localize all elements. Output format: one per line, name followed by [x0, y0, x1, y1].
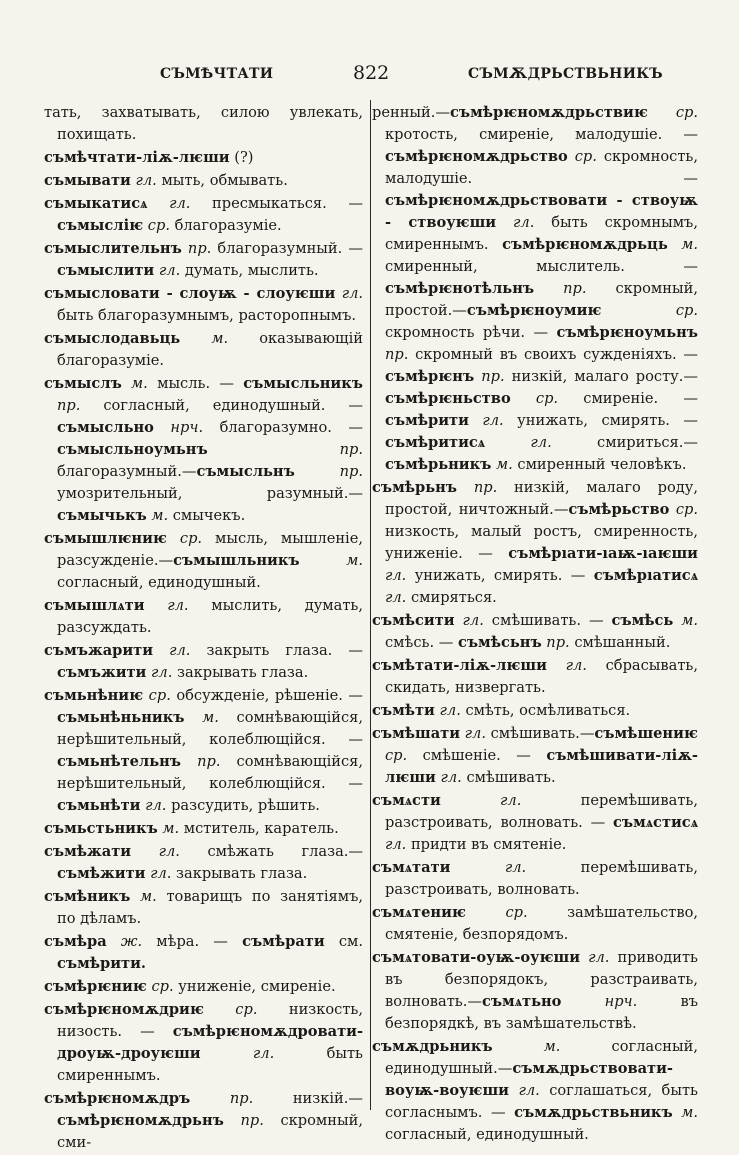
grammar-label: гл.	[546, 657, 587, 674]
dictionary-entry	[372, 947, 698, 1035]
page-number: 822	[353, 62, 390, 84]
grammar-label: гл.	[450, 859, 527, 876]
headword: съмѣрѥномѫдрьствовати - ствоуѭ - ствоуѥши	[385, 192, 698, 231]
dictionary-entry	[44, 976, 363, 998]
definition-text: перемѣшивать, разстроивать, волновать. —	[385, 792, 698, 831]
definition-text: умозрительный, разумный.—	[57, 485, 363, 502]
headword: съмѣникъ	[44, 888, 131, 905]
grammar-label: пр.	[190, 1090, 254, 1107]
grammar-label: м.	[299, 552, 363, 569]
dictionary-entry	[372, 902, 698, 946]
grammar-label: пр.	[474, 368, 505, 385]
grammar-label: пр.	[207, 441, 363, 458]
definition-text: приводить въ безпорядокъ, разстраивать, волновать.—	[385, 949, 698, 1010]
headword: съмѧтениѥ	[372, 904, 466, 921]
definition-text: униженіе, смиреніе.	[173, 978, 336, 995]
headword: съмыслити	[57, 262, 155, 279]
grammar-label: гл.	[145, 865, 172, 882]
headword: съмѣрьство	[568, 501, 670, 518]
grammar-label: ср.	[146, 978, 174, 995]
headword: съмѣтати-ліѫ-лѥши	[372, 657, 547, 674]
right-running-head: СЪМѪДРЬСТВЬНИКЪ	[468, 66, 663, 82]
grammar-label: ср.	[601, 302, 698, 319]
dictionary-entry	[372, 655, 698, 699]
definition-text: кротость, смиреніе, малодушіе. —	[385, 126, 698, 143]
grammar-label: м.	[184, 709, 219, 726]
definition-text: (?)	[229, 149, 254, 166]
dictionary-entry	[44, 328, 363, 372]
definition-text: сомнѣвающійся, нерѣшительный, колеблющійся. —	[57, 709, 363, 748]
headword: съмѣшениѥ	[594, 725, 698, 742]
headword: съмѣжити	[57, 865, 146, 882]
definition-text: закрыть глаза. —	[190, 642, 363, 659]
column-divider	[370, 100, 371, 1110]
definition-text: скромность, малодушіе. —	[385, 148, 698, 187]
headword: съмышлѧти	[44, 597, 145, 614]
headword: съмьнѣти	[57, 797, 141, 814]
headword: съмѣжати	[44, 843, 132, 860]
definition-text: быть смиреннымъ.	[57, 1045, 363, 1084]
grammar-label: ср.	[510, 390, 559, 407]
dictionary-entry	[372, 700, 698, 722]
grammar-label: пр.	[294, 463, 363, 480]
headword: съмѣти	[372, 702, 435, 719]
headword: съмысльнъ	[196, 463, 295, 480]
headword: съмѣрıатисѧ	[593, 567, 698, 584]
definition-text: унижать, смирять. —	[503, 412, 698, 429]
headword: съмысльноумьнъ	[57, 441, 208, 458]
definition-text: скромный въ своихъ сужденіяхъ. —	[408, 346, 698, 363]
grammar-label: гл.	[200, 1045, 275, 1062]
definition-text: скромный, простой.—	[385, 280, 698, 319]
definition-text: мститель, каратель.	[179, 820, 339, 837]
definition-text: смѣшеніе. —	[407, 747, 547, 764]
definition-text: низкость, малый ростъ, смиренность, униженіе. —	[385, 523, 698, 562]
definition-text: закрывать глаза.	[172, 664, 309, 681]
definition-text: замѣшательство, смятеніе, безпорядомъ.	[385, 904, 698, 943]
dictionary-entry	[44, 283, 363, 327]
grammar-label: гл.	[130, 172, 157, 189]
grammar-label: гл.	[146, 664, 173, 681]
grammar-label: ср.	[647, 104, 698, 121]
definition-text: унижать, смирять. —	[406, 567, 594, 584]
grammar-label: гл.	[131, 843, 180, 860]
headword: съмъжарити	[44, 642, 154, 659]
dictionary-entry	[372, 102, 698, 476]
grammar-label: гл.	[454, 612, 484, 629]
definition-text: разсудить, рѣшить.	[166, 797, 320, 814]
dictionary-entry	[44, 170, 363, 192]
grammar-label: гл.	[385, 836, 407, 853]
dictionary-entry	[44, 238, 363, 282]
grammar-label: гл.	[509, 1082, 540, 1099]
dictionary-entry	[372, 857, 698, 901]
headword: съмысльно	[57, 419, 154, 436]
definition-text: ренный.—	[372, 104, 451, 121]
headword: съмысловати - слоуѭ - слоуѥши	[44, 285, 336, 302]
definition-text: товарищъ по занятіямъ, по дѣламъ.	[57, 888, 363, 927]
headword: съмѣрıати-ıаѭ-ıаѥши	[508, 545, 698, 562]
grammar-label: гл.	[580, 949, 610, 966]
dictionary-entry	[44, 841, 363, 885]
headword: съмьстьникъ	[44, 820, 158, 837]
grammar-label: гл.	[153, 642, 191, 659]
headword: съмѣсь	[611, 612, 674, 629]
definition-text: смиренный человѣкъ.	[512, 456, 687, 473]
definition-text: смѣшивать.—	[485, 725, 595, 742]
dictionary-entry	[44, 999, 363, 1087]
headword: съмѧтати	[372, 859, 451, 876]
definition-text: придти въ смятеніе.	[406, 836, 567, 853]
definition-text: смириться.—	[551, 434, 698, 451]
headword: съмѣшати	[372, 725, 461, 742]
left-column	[44, 102, 363, 1155]
grammar-label: гл.	[440, 792, 522, 809]
grammar-label: гл.	[434, 702, 461, 719]
headword: съмѣрити	[385, 412, 469, 429]
definition-text: въ безпорядкѣ, въ замѣшательствѣ.	[385, 993, 698, 1032]
headword: съмѫдрьникъ	[372, 1038, 493, 1055]
headword: съмыслительнъ	[44, 240, 182, 257]
definition-text: мыть, обмывать.	[156, 172, 288, 189]
grammar-label: пр.	[223, 1112, 264, 1129]
dictionary-entry	[44, 886, 363, 930]
headword: съмѣрѥниѥ	[44, 978, 147, 995]
definition-text: думать, мыслить.	[180, 262, 319, 279]
definition-text: смѣжать глаза.—	[179, 843, 363, 860]
grammar-label: ср.	[143, 217, 170, 234]
definition-text: оказывающій благоразуміе.	[57, 330, 363, 369]
definition-text: согласный, единодушный.	[57, 574, 261, 591]
definition-text: мысль, мышленіе, разсужденіе.—	[57, 530, 364, 569]
headword: съмѣритисѧ	[385, 434, 486, 451]
grammar-label: м.	[121, 375, 148, 392]
dictionary-entry	[44, 373, 363, 527]
dictionary-entry	[372, 723, 698, 789]
grammar-label: гл.	[385, 567, 407, 584]
grammar-label: пр.	[385, 346, 409, 363]
headword: съмѫдрьствьникъ	[514, 1104, 673, 1121]
headword: съмьнѣньникъ	[57, 709, 185, 726]
definition-text: низкій, малаго росту.—	[504, 368, 698, 385]
grammar-label: нрч.	[153, 419, 204, 436]
definition-text: обсужденіе, рѣшеніе. —	[170, 687, 364, 704]
definition-text: согласный, единодушный. —	[80, 397, 363, 414]
grammar-label: пр.	[534, 280, 587, 297]
headword: съмышлѥниѥ	[44, 530, 167, 547]
definition-text: мысль. —	[147, 375, 244, 392]
headword: съмьнѣтельнъ	[57, 753, 182, 770]
grammar-label: гл.	[154, 262, 181, 279]
grammar-label: ср.	[567, 148, 597, 165]
grammar-label: гл.	[485, 434, 552, 451]
grammar-label: гл.	[147, 195, 191, 212]
definition-text: смиренный, мыслитель. —	[385, 258, 698, 275]
grammar-label: ср.	[143, 687, 171, 704]
dictionary-entry	[44, 193, 363, 237]
headword: съмысліѥ	[57, 217, 144, 234]
grammar-label: гл.	[468, 412, 504, 429]
dictionary-entry	[44, 147, 363, 169]
grammar-label: пр.	[181, 753, 221, 770]
definition-text: перемѣшивать, разстроивать, волновать.	[385, 859, 698, 898]
page-header	[0, 62, 739, 90]
definition-text: скромность рѣчи. —	[385, 324, 557, 341]
headword: съмывати	[44, 172, 131, 189]
headword: съмѣсьнъ	[457, 634, 542, 651]
grammar-label: м.	[492, 1038, 561, 1055]
headword: съмыслъ	[44, 375, 122, 392]
headword: съмыслодавьць	[44, 330, 181, 347]
headword: съмѧтьно	[481, 993, 562, 1010]
dictionary-entry	[44, 595, 363, 639]
dictionary-entry	[44, 685, 363, 817]
grammar-label: пр.	[57, 397, 81, 414]
headword: съмѧтовати-оуѭ-оуѥши	[372, 949, 581, 966]
headword: съмъжити	[57, 664, 147, 681]
definition-text: смѣшивать.	[461, 769, 556, 786]
grammar-label: пр.	[181, 240, 212, 257]
grammar-label: м.	[491, 456, 513, 473]
definition-text: согласный, единодушный.	[385, 1126, 589, 1143]
definition-text: благоразумно. —	[203, 419, 364, 436]
dictionary-entry	[44, 528, 363, 594]
headword: съмѣшивати-ліѫ-лѥши	[385, 747, 698, 786]
headword: съмѣчтати-ліѫ-лѥши	[44, 149, 230, 166]
headword: съмѣрѥнотѣльнъ	[385, 280, 535, 297]
definition-text: мѣра. —	[142, 933, 243, 950]
definition-text: низкость, низость. —	[57, 1001, 363, 1040]
grammar-label: ср.	[385, 747, 408, 764]
headword: съмычькъ	[57, 507, 147, 524]
grammar-label: гл.	[140, 797, 167, 814]
grammar-label: ср.	[203, 1001, 258, 1018]
headword: съмыкатисѧ	[44, 195, 148, 212]
definition-text: сомнѣвающійся, нерѣшительный, колеблющійся. —	[57, 753, 363, 792]
headword: съмьнѣниѥ	[44, 687, 144, 704]
headword: съмѣрѥномѫдрьць	[502, 236, 668, 253]
grammar-label: м.	[157, 820, 180, 837]
grammar-label: гл.	[144, 597, 189, 614]
headword: съмѣрьнъ	[372, 479, 458, 496]
dictionary-entry	[44, 1088, 363, 1154]
dictionary-entry	[372, 1036, 698, 1146]
definition-text: быть благоразумнымъ, расторопнымъ.	[57, 307, 356, 324]
headword: съмѣрѥньство	[385, 390, 511, 407]
dictionary-entry	[372, 610, 698, 654]
headword: съмѣрѥномѫдровати-дроуѭ-дроуѥши	[57, 1023, 363, 1062]
headword: съмѣрати	[242, 933, 325, 950]
headword: съмѣрѥнъ	[385, 368, 475, 385]
definition-text: соглашаться, быть согласнымъ. —	[385, 1082, 698, 1121]
definition-text: смиреніе. —	[558, 390, 699, 407]
grammar-label: ж.	[106, 933, 143, 950]
definition-text: быть скромнымъ, смиреннымъ.	[385, 214, 698, 253]
headword: съмѣрѥномѫдрьнъ	[57, 1112, 224, 1129]
grammar-label: м.	[667, 236, 698, 253]
grammar-label: м.	[180, 330, 229, 347]
grammar-label: м.	[130, 888, 157, 905]
definition-text: скромный, сми-	[57, 1112, 363, 1151]
definition-text: сбрасывать, скидать, низвергать.	[385, 657, 698, 696]
headword: съмѣрѥномѫдрьство	[385, 148, 568, 165]
grammar-label: пр.	[541, 634, 570, 651]
grammar-label: м.	[146, 507, 169, 524]
grammar-label: гл.	[496, 214, 535, 231]
grammar-label: ср.	[167, 530, 203, 547]
dictionary-entry	[44, 931, 363, 975]
headword: съмѧстисѧ	[613, 814, 698, 831]
grammar-label: м.	[672, 1104, 698, 1121]
headword: съмѣрѥноумьнъ	[556, 324, 698, 341]
grammar-label: гл.	[435, 769, 462, 786]
headword: съмѣсити	[372, 612, 455, 629]
grammar-label: гл.	[335, 285, 363, 302]
headword: съмышльникъ	[173, 552, 300, 569]
headword: съмѣрити.	[57, 955, 146, 972]
grammar-label: пр.	[457, 479, 498, 496]
headword: съмысльникъ	[243, 375, 363, 392]
dictionary-entry	[44, 102, 363, 146]
definition-text: пресмыкаться. —	[190, 195, 364, 212]
definition-text: мыслить, думать, разсуждать.	[57, 597, 363, 636]
dictionary-entry	[372, 477, 698, 609]
headword: съмѣрѥномѫдрьствиѥ	[450, 104, 648, 121]
grammar-label: ср.	[465, 904, 528, 921]
definition-text: смѣшивать. —	[483, 612, 612, 629]
dictionary-entry	[44, 640, 363, 684]
definition-text: тать, захватывать, силою увлекать, похищать.	[44, 104, 363, 143]
definition-text: благоразумный.—	[57, 463, 197, 480]
definition-text: смѣть, осмѣливаться.	[460, 702, 631, 719]
headword: съмѫдрьствовати-воуѭ-воуѥши	[385, 1060, 673, 1099]
definition-text: низкій, малаго роду, простой, ничтожный.—	[385, 479, 698, 518]
definition-text: смѣшанный.	[569, 634, 671, 651]
grammar-label: гл.	[460, 725, 486, 742]
headword: съмѣрѥноумиѥ	[466, 302, 602, 319]
definition-text: смычекъ.	[168, 507, 246, 524]
definition-text: благоразумный. —	[211, 240, 363, 257]
definition-text: закрывать глаза.	[171, 865, 308, 882]
left-running-head: СЪМѢЧТАТИ	[160, 66, 274, 82]
grammar-label: м.	[673, 612, 698, 629]
right-column	[372, 102, 698, 1147]
dictionary-entry	[372, 790, 698, 856]
definition-text: см.	[324, 933, 363, 950]
grammar-label: нрч.	[561, 993, 638, 1010]
definition-text: смиряться.	[406, 589, 497, 606]
headword: съмѣрѥномѫдръ	[44, 1090, 191, 1107]
definition-text: низкій.—	[253, 1090, 363, 1107]
definition-text: согласный, единодушный.—	[385, 1038, 698, 1077]
definition-text: благоразуміе.	[169, 217, 282, 234]
grammar-label: гл.	[385, 589, 407, 606]
headword: съмѣрѥномѫдриѥ	[44, 1001, 204, 1018]
headword: съмѣрьникъ	[385, 456, 492, 473]
grammar-label: ср.	[669, 501, 698, 518]
headword: съмѣра	[44, 933, 107, 950]
dictionary-entry	[44, 818, 363, 840]
headword: съмѧсти	[372, 792, 441, 809]
definition-text: смѣсь. —	[385, 634, 458, 651]
